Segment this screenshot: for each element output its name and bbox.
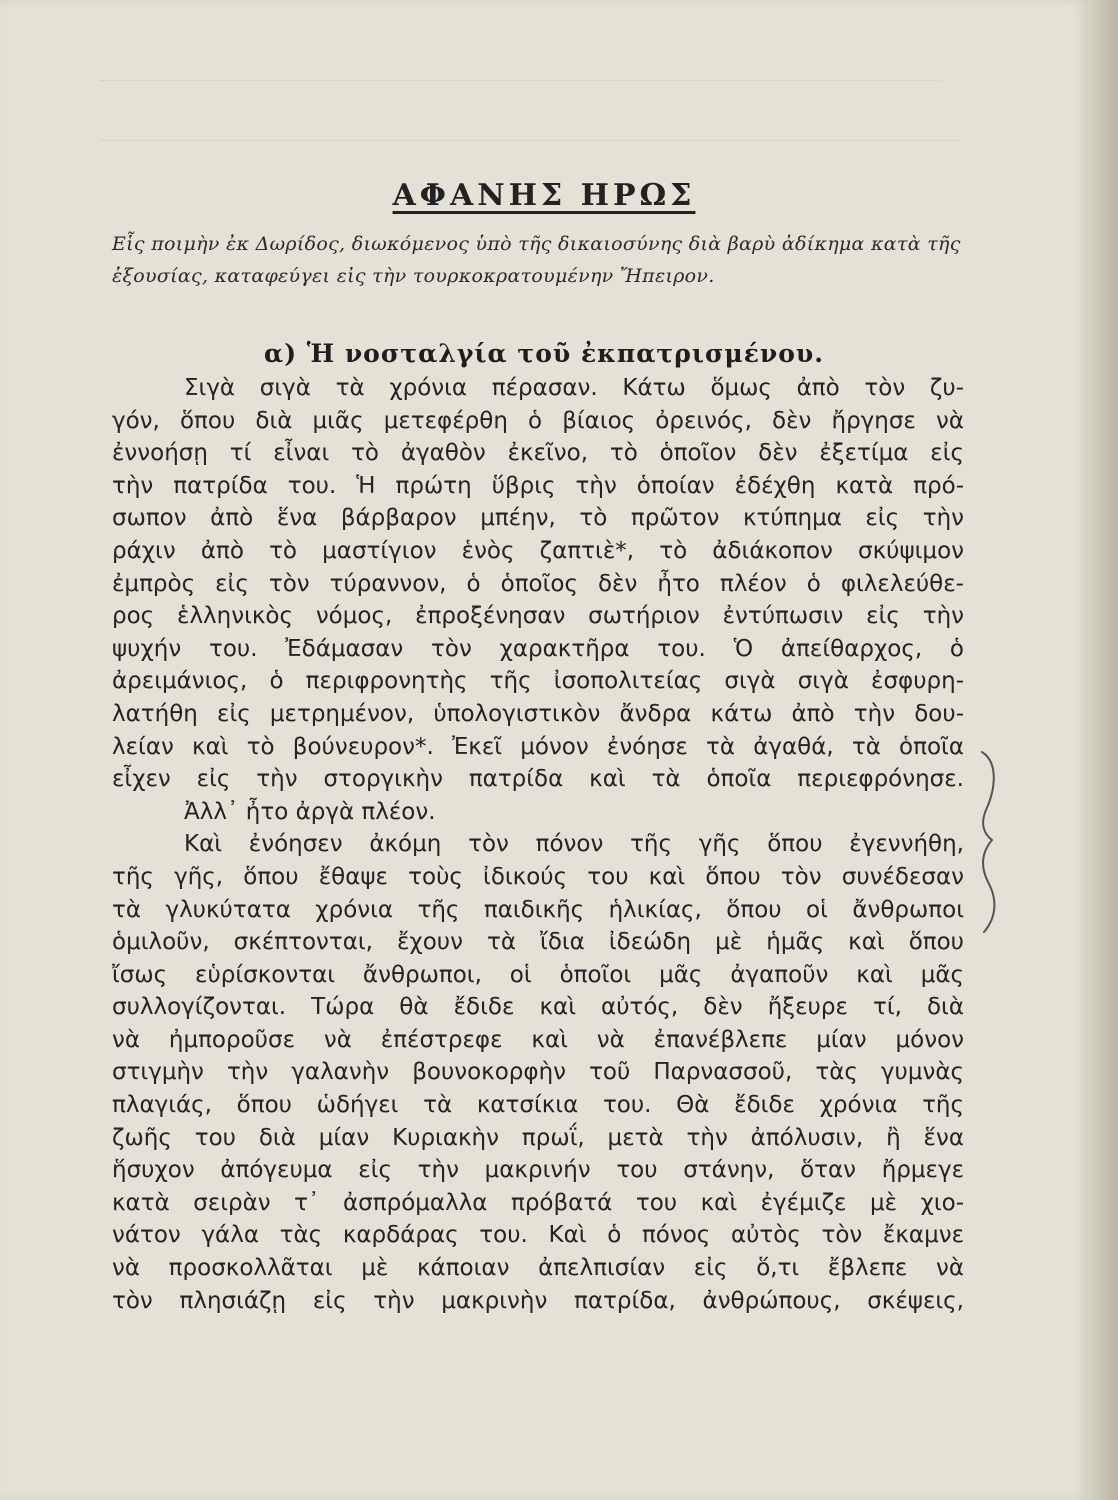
page-title: ΑΦΑΝΗΣ ΗΡΩΣ: [392, 178, 696, 214]
bleed-through-second: [100, 140, 960, 155]
page-edge: [1088, 0, 1118, 1500]
text-line: ράχιν ἀπὸ τὸ μαστίγιον ἑνὸς ζαπτιὲ*, τὸ ἀδιάκοπον σκύψιμον: [112, 537, 964, 564]
body-text: [112, 372, 964, 1317]
text-line: συλλογίζονται. Τώρα θὰ ἔδιδε καὶ αὐτός, δὲν ἤξευρε τί, διὰ: [112, 994, 964, 1021]
text-line: νὰ προσκολλᾶται μὲ κάποιαν ἀπελπισίαν εἰς ὅ,τι ἔβλεπε νὰ: [112, 1255, 964, 1282]
text-line: ρος ἑλληνικὸς νόμος, ἐπροξένησαν σωτήριον ἐντύπωσιν εἰς τὴν: [112, 603, 964, 630]
text-line: ἴσως εὑρίσκονται ἄνθρωποι, οἱ ὁποῖοι μᾶς ἀγαποῦν καὶ μᾶς: [112, 961, 964, 988]
text-line: σωπον ἀπὸ ἕνα βάρβαρον μπέην, τὸ πρῶτον κτύπημα εἰς τὴν: [112, 505, 964, 532]
text-line: λατήθη εἰς μετρημένον, ὑπολογιστικὸν ἄνδρα κάτω ἀπὸ τὴν δου-: [112, 700, 964, 727]
text-line: ἀρειμάνιος, ὁ περιφρονητὴς τῆς ἰσοπολιτείας σιγὰ σιγὰ ἐσφυρη-: [112, 668, 964, 695]
section-heading: α) Ἡ νοσταλγία τοῦ ἐκπατρισμένου.: [264, 338, 824, 368]
text-line: Σιγὰ σιγὰ τὰ χρόνια πέρασαν. Κάτω ὅμως ἀπὸ τὸν ζυ-: [184, 375, 964, 401]
bleed-through-top: [100, 80, 940, 101]
text-line: Ἀλλ᾽ ἦτο ἀργὰ πλέον.: [184, 798, 436, 825]
text-line: τῆς γῆς, ὅπου ἔθαψε τοὺς ἰδικούς του καὶ ὅπου τὸν συνέδεσαν: [112, 863, 964, 890]
pencil-bracket-mark: [978, 748, 1018, 938]
subtitle: Εἷς ποιμὴν ἐκ Δωρίδος, διωκόμενος ὑπὸ τῆς δικαιοσύνης διὰ βαρὺ ἀδίκημα κατὰ τῆς ἐξουσίας, καταφεύγει εἰς τὴν τουρκοκρατουμένην Ἤπειρον.: [112, 233, 961, 287]
text-line: στιγμὴν τὴν γαλανὴν βουνοκορφὴν τοῦ Παρνασσοῦ, τὰς γυμνὰς: [112, 1059, 964, 1086]
text-line: λείαν καὶ τὸ βούνευρον*. Ἐκεῖ μόνον ἐνόησε τὰ ἀγαθά, τὰ ὁποῖα: [112, 733, 964, 760]
text-line: εἶχεν εἰς τὴν στοργικὴν πατρίδα καὶ τὰ ὁποῖα περιεφρόνησε.: [112, 766, 964, 793]
text-line: ἐννοήσῃ τί εἶναι τὸ ἀγαθὸν ἐκεῖνο, τὸ ὁποῖον δὲν ἐξετίμα εἰς: [112, 440, 964, 467]
text-line: τὰ γλυκύτατα χρόνια τῆς παιδικῆς ἡλικίας, ὅπου οἱ ἄνθρωποι: [112, 896, 964, 923]
text-line: ὁμιλοῦν, σκέπτονται, ἔχουν τὰ ἴδια ἰδεώδη μὲ ἡμᾶς καὶ ὅπου: [112, 929, 964, 956]
text-line: τὸν πλησιάζῃ εἰς τὴν μακρινὴν πατρίδα, ἀνθρώπους, σκέψεις,: [112, 1287, 964, 1314]
text-line: ἐμπρὸς εἰς τὸν τύραννον, ὁ ὁποῖος δὲν ἦτο πλέον ὁ φιλελεύθε-: [112, 570, 964, 597]
text-line: γόν, ὅπου διὰ μιᾶς μετεφέρθη ὁ βίαιος ὀρεινός, δὲν ἤργησε νὰ: [112, 407, 964, 434]
text-line: ψυχήν του. Ἐδάμασαν τὸν χαρακτῆρα του. Ὁ ἀπείθαρχος, ὁ: [112, 635, 964, 662]
text-line: τὴν πατρίδα του. Ἡ πρώτη ὕβρις τὴν ὁποίαν ἐδέχθη κατὰ πρό-: [112, 472, 964, 499]
text-line: Καὶ ἐνόησεν ἀκόμη τὸν πόνον τῆς γῆς ὅπου ἐγεννήθη,: [184, 831, 964, 858]
text-line: κατὰ σειρὰν τ᾽ ἀσπρόμαλλα πρόβατά του καὶ ἐγέμιζε μὲ χιο-: [112, 1189, 964, 1216]
text-line: νάτον γάλα τὰς καρδάρας του. Καὶ ὁ πόνος αὐτὸς τὸν ἔκαμνε: [112, 1222, 964, 1249]
text-line: ἥσυχον ἀπόγευμα εἰς τὴν μακρινήν του στάνην, ὅταν ἤρμεγε: [112, 1157, 964, 1184]
text-line: ζωῆς του διὰ μίαν Κυριακὴν πρωΐ, μετὰ τὴν ἀπόλυσιν, ἢ ἕνα: [112, 1124, 964, 1151]
text-line: πλαγιάς, ὅπου ὡδήγει τὰ κατσίκια του. Θὰ ἔδιδε χρόνια τῆς: [112, 1092, 964, 1119]
text-line: νὰ ἠμποροῦσε νὰ ἐπέστρεφε καὶ νὰ ἐπανέβλεπε μίαν μόνον: [112, 1026, 964, 1053]
